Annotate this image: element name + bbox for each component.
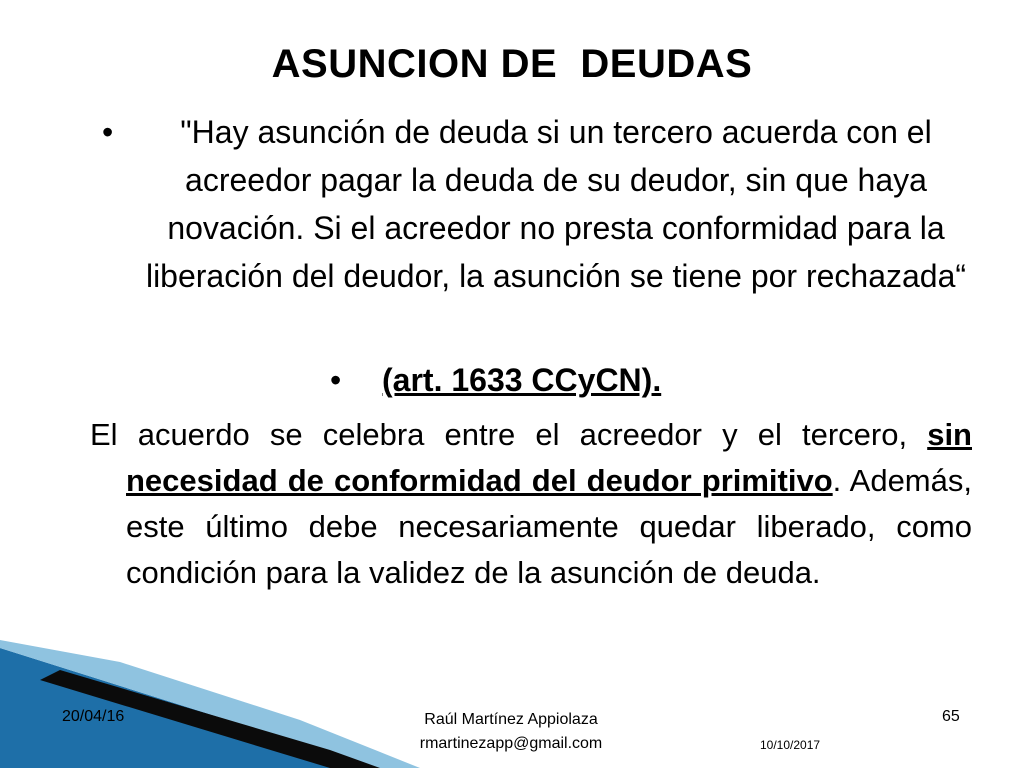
body-paragraph-text: [90, 412, 972, 596]
quote-text: "Hay asunción de deuda si un tercero acuerda con el acreedor pagar la deuda de su deudor, sin que haya novación. Si el acreedor no presta conformidad para la liberación del deudor, la asunción se tiene por rechazada“: [145, 114, 967, 294]
paragraph-lead: El acuerdo se celebra entre el acreedor y el tercero,: [90, 417, 928, 452]
bullet-marker: •: [102, 114, 114, 150]
author-name: Raúl Martínez Appiolaza: [424, 711, 598, 728]
paragraph-emphasis: sin necesidad de conformidad del deudor primitivo: [126, 417, 972, 498]
slide-title: ASUNCION DE DEUDAS: [271, 42, 753, 86]
article-reference: (art. 1633 CCyCN).: [382, 362, 662, 398]
bullet-marker: •: [330, 362, 342, 398]
footer-author: [398, 708, 624, 756]
footer-date-secondary: 10/10/2017: [760, 738, 821, 752]
page-number: 65: [942, 708, 960, 725]
body-paragraph: [90, 412, 972, 596]
paragraph-tail: . Además, este último debe necesariamente quedar liberado, como condición para la validez de la asunción de deuda.: [126, 463, 972, 590]
bullet-quote: [104, 108, 980, 300]
footer-date: 20/04/16: [62, 708, 125, 725]
author-email: rmartinezapp@gmail.com: [419, 735, 603, 752]
bullet-article-reference: [330, 356, 930, 404]
